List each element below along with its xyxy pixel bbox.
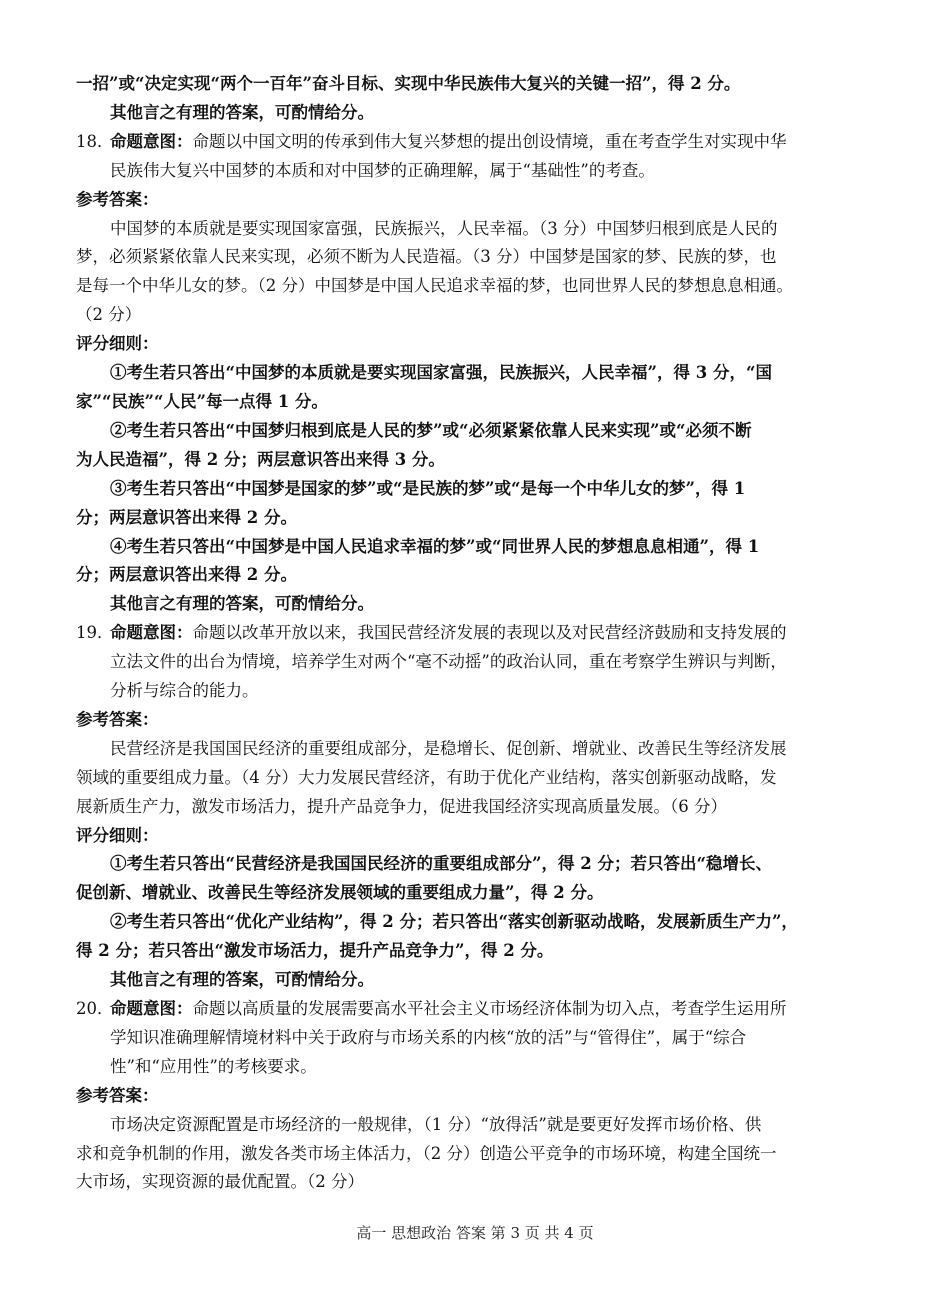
answer-document [76,70,876,1197]
question-number: 19． [76,623,114,643]
intent-text: 命题以高质量的发展需要高水平社会主义市场经济体制为切入点，考查学生运用所 [192,999,787,1018]
question-number: 18． [76,131,114,151]
text-line: 立法文件的出台为情境，培养学生对两个“毫不动摇”的政治认同，重在考察学生辨识与判断， [110,652,787,672]
bold-text-line: 评分细则： [76,334,159,354]
question-heading-line [76,619,876,648]
intent-label: 命题意图： [110,999,193,1018]
text-line: 中国梦的本质就是要实现国家富强，民族振兴，人民幸福。（3 分）中国梦归根到底是人民的 [110,218,778,238]
text-line: 是每一个中华儿女的梦。（2 分）中国梦是中国人民追求幸福的梦，也同世界人民的梦想息息相通。 [76,276,793,296]
bold-text-line: ②考生若只答出“中国梦归根到底是人民的梦”或“必须紧紧依靠人民来实现”或“必须不断 [110,420,752,440]
bold-text-line: 为人民造福”，得 2 分；两层意识答出来得 3 分。 [76,449,445,469]
text-line: 求和竞争机制的作用，激发各类市场主体活力，（2 分）创造公平竞争的市场环境，构建全国统一 [76,1143,777,1163]
text-line: 民族伟大复兴中国梦的本质和对中国梦的正确理解，属于“基础性”的考查。 [110,160,655,180]
intent-label: 命题意图： [110,131,193,151]
bold-text-line: 参考答案： [76,709,159,729]
text-line: 学知识准确理解情境材料中关于政府与市场关系的内核“放的活”与“管得住”，属于“综合 [110,1027,747,1047]
bold-text-line: 家”“民族”“人民”每一点得 1 分。 [76,391,328,411]
question-heading-line [76,995,876,1024]
bold-text-line: 其他言之有理的答案，可酌情给分。 [110,594,374,614]
intent-text: 命题以改革开放以来，我国民营经济发展的表现以及对民营经济鼓励和支持发展的 [192,623,787,643]
text-line: 民营经济是我国国民经济的重要组成部分，是稳增长、促创新、增就业、改善民生等经济发展 [110,738,787,758]
bold-text-line: ③考生若只答出“中国梦是国家的梦”或“是民族的梦”或“是每一个中华儿女的梦”，得 1 [110,478,746,498]
intent-label: 命题意图： [110,623,193,643]
text-line: 性”和“应用性”的考核要求。 [110,1056,317,1076]
bold-text-line: ①考生若只答出“中国梦的本质就是要实现国家富强，民族振兴，人民幸福”，得 3 分，“国 [110,363,772,383]
bold-text-line: 其他言之有理的答案，可酌情给分。 [110,102,374,122]
text-line: 大市场，实现资源的最优配置。（2 分） [76,1172,364,1192]
bold-text-line: ①考生若只答出“民营经济是我国国民经济的重要组成部分”，得 2 分；若只答出“稳增长、 [110,854,772,874]
text-line: 市场决定资源配置是市场经济的一般规律，（1 分）“放得活”就是要更好发挥市场价格、供 [110,1114,762,1134]
question-number: 20． [76,999,114,1018]
bold-text-line: 参考答案： [76,1085,159,1105]
question-heading-line [76,128,876,157]
bold-text-line: 分；两层意识答出来得 2 分。 [76,565,297,585]
bold-text-line: 分；两层意识答出来得 2 分。 [76,507,297,527]
text-line: 领域的重要组成力量。（4 分）大力发展民营经济，有助于优化产业结构，落实创新驱动战略，发 [76,767,777,787]
text-line: （2 分） [76,305,142,325]
bold-text-line: 评分细则： [76,825,159,845]
bold-text-line: 得 2 分；若只答出“激发市场活力，提升产品竞争力”，得 2 分。 [76,941,554,961]
text-line: 梦，必须紧紧依靠人民来实现，必须不断为人民造福。（3 分）中国梦是国家的梦、民族的梦，也 [76,247,777,267]
bold-text-line: 其他言之有理的答案，可酌情给分。 [110,970,374,990]
bold-text-line: 参考答案： [76,189,159,209]
bold-text-line: 一招”或“决定实现“两个一百年”奋斗目标、实现中华民族伟大复兴的关键一招”，得 2 分。 [76,74,741,93]
text-line: 展新质生产力，激发市场活力，提升产品竞争力，促进我国经济实现高质量发展。（6 分） [76,796,727,816]
text-line: 分析与综合的能力。 [110,681,259,701]
bold-text-line: ②考生若只答出“优化产业结构”，得 2 分；若只答出“落实创新驱动战略，发展新质生产力”， [110,912,798,932]
intent-text: 命题以中国文明的传承到伟大复兴梦想的提出创设情境，重在考查学生对实现中华 [192,131,787,151]
bold-text-line: ④考生若只答出“中国梦是中国人民追求幸福的梦”或“同世界人民的梦想息息相通”，得 1 [110,536,760,556]
page-footer: 高一 思想政治 答案 第 3 页 共 4 页 [356,1224,594,1242]
bold-text-line: 促创新、增就业、改善民生等经济发展领域的重要组成力量”，得 2 分。 [76,883,604,903]
